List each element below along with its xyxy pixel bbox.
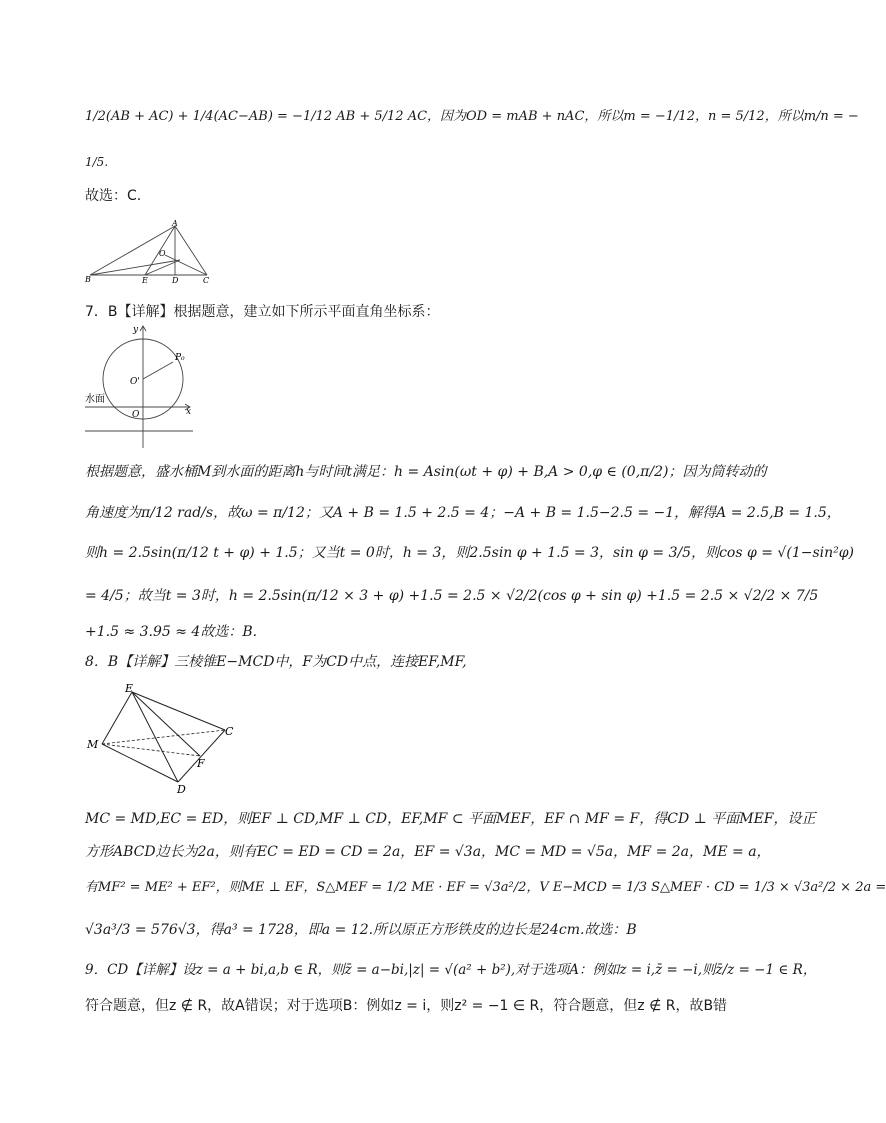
- tetra-label-d: D: [177, 783, 186, 796]
- x-axis-label: x: [186, 407, 192, 417]
- text-line-11: MC = MD,EC = ED，则EF ⊥ CD,MF ⊥ CD，EF,MF ⊂ 平面MEF，EF ∩ MF = F，得CD ⊥ 平面MEF，设正: [85, 811, 816, 827]
- triangle-label-b: B: [85, 275, 91, 284]
- text-line-8: = 4/5；故当t = 3时，h = 2.5sin(π/12 × 3 + φ) +1.5 = 2.5 × √2/2(cos φ + sin φ) +1.5 = 2.5 × √2/2 × 7/5: [85, 588, 819, 604]
- text-line-6: 角速度为π/12 rad/s，故ω = π/12；又A + B = 1.5 + 2.5 = 4；−A + B = 1.5−2.5 = −1，解得A = 2.5,B = 1.5，: [85, 505, 841, 521]
- origin-label: O: [132, 410, 140, 420]
- water-surface-label: 水面: [85, 394, 105, 405]
- tetra-label-c: C: [225, 725, 234, 738]
- triangle-label-d: D: [172, 276, 179, 285]
- tetra-label-f: F: [197, 757, 205, 770]
- text-line-4: 7．B【详解】根据题意，建立如下所示平面直角坐标系：: [85, 304, 440, 320]
- p0-label: P₀: [175, 353, 185, 363]
- tetra-label-m: M: [87, 738, 99, 751]
- triangle-label-c: C: [203, 276, 210, 285]
- text-line-9: +1.5 ≈ 3.95 ≈ 4故选：B.: [85, 624, 258, 640]
- tetrahedron-figure: [85, 680, 240, 795]
- text-line-12: 方形ABCD边长为2a，则有EC = ED = CD = 2a，EF = √3a，MC = MD = √5a，MF = 2a，ME = a，: [85, 844, 771, 860]
- text-line-7: 则h = 2.5sin(π/12 t + φ) + 1.5；又当t = 0时，h = 3，则2.5sin φ + 1.5 = 3，sin φ = 3/5，则cos φ = √(1−sin²φ): [85, 545, 855, 561]
- text-line-15: 9．CD【详解】设z = a + bi,a,b ∈ R，则z̄ = a−bi,|z| = √(a² + b²),对于选项A：例如z = i,z̄ = −i,则z̄/z = −1 ∈ R，: [85, 962, 817, 978]
- text-line-14: √3a³/3 = 576√3，得a³ = 1728，即a = 12.所以原正方形铁皮的边长是24cm.故选：B: [85, 922, 637, 938]
- y-axis-label: y: [133, 325, 139, 335]
- triangle-label-a: A: [172, 219, 178, 228]
- text-line-10: 8．B【详解】三棱锥E−MCD中，F为CD中点，连接EF,MF,: [85, 654, 467, 670]
- triangle-label-e: E: [142, 276, 148, 285]
- waterwheel-figure: [85, 318, 200, 450]
- text-line-2: 1/5.: [85, 155, 109, 169]
- text-line-13: 有MF² = ME² + EF²，则ME ⊥ EF，S△MEF = 1/2 ME · EF = √3a²/2，V E−MCD = 1/3 S△MEF · CD = 1/3 × √3a²/2 × 2a =: [85, 880, 886, 895]
- triangle-label-o: O: [159, 249, 166, 258]
- triangle-figure: [85, 220, 225, 285]
- text-line-1: 1/2(AB + AC) + 1/4(AC−AB) = −1/12 AB + 5/12 AC，因为OD = mAB + nAC，所以m = −1/12，n = 5/12，所以m/n = −: [85, 109, 859, 124]
- text-line-3: 故选：C.: [85, 188, 142, 204]
- text-line-16: 符合题意，但z ∉ R，故A错误；对于选项B：例如z = i，则z² = −1 ∈ R，符合题意，但z ∉ R，故B错: [85, 998, 728, 1014]
- o-prime-label: O': [130, 377, 140, 387]
- tetra-label-e: E: [125, 682, 134, 695]
- text-line-5: 根据题意，盛水桶M到水面的距离h与时间t满足：h = Asin(ωt + φ) + B,A > 0,φ ∈ (0,π/2)；因为筒转动的: [85, 464, 767, 480]
